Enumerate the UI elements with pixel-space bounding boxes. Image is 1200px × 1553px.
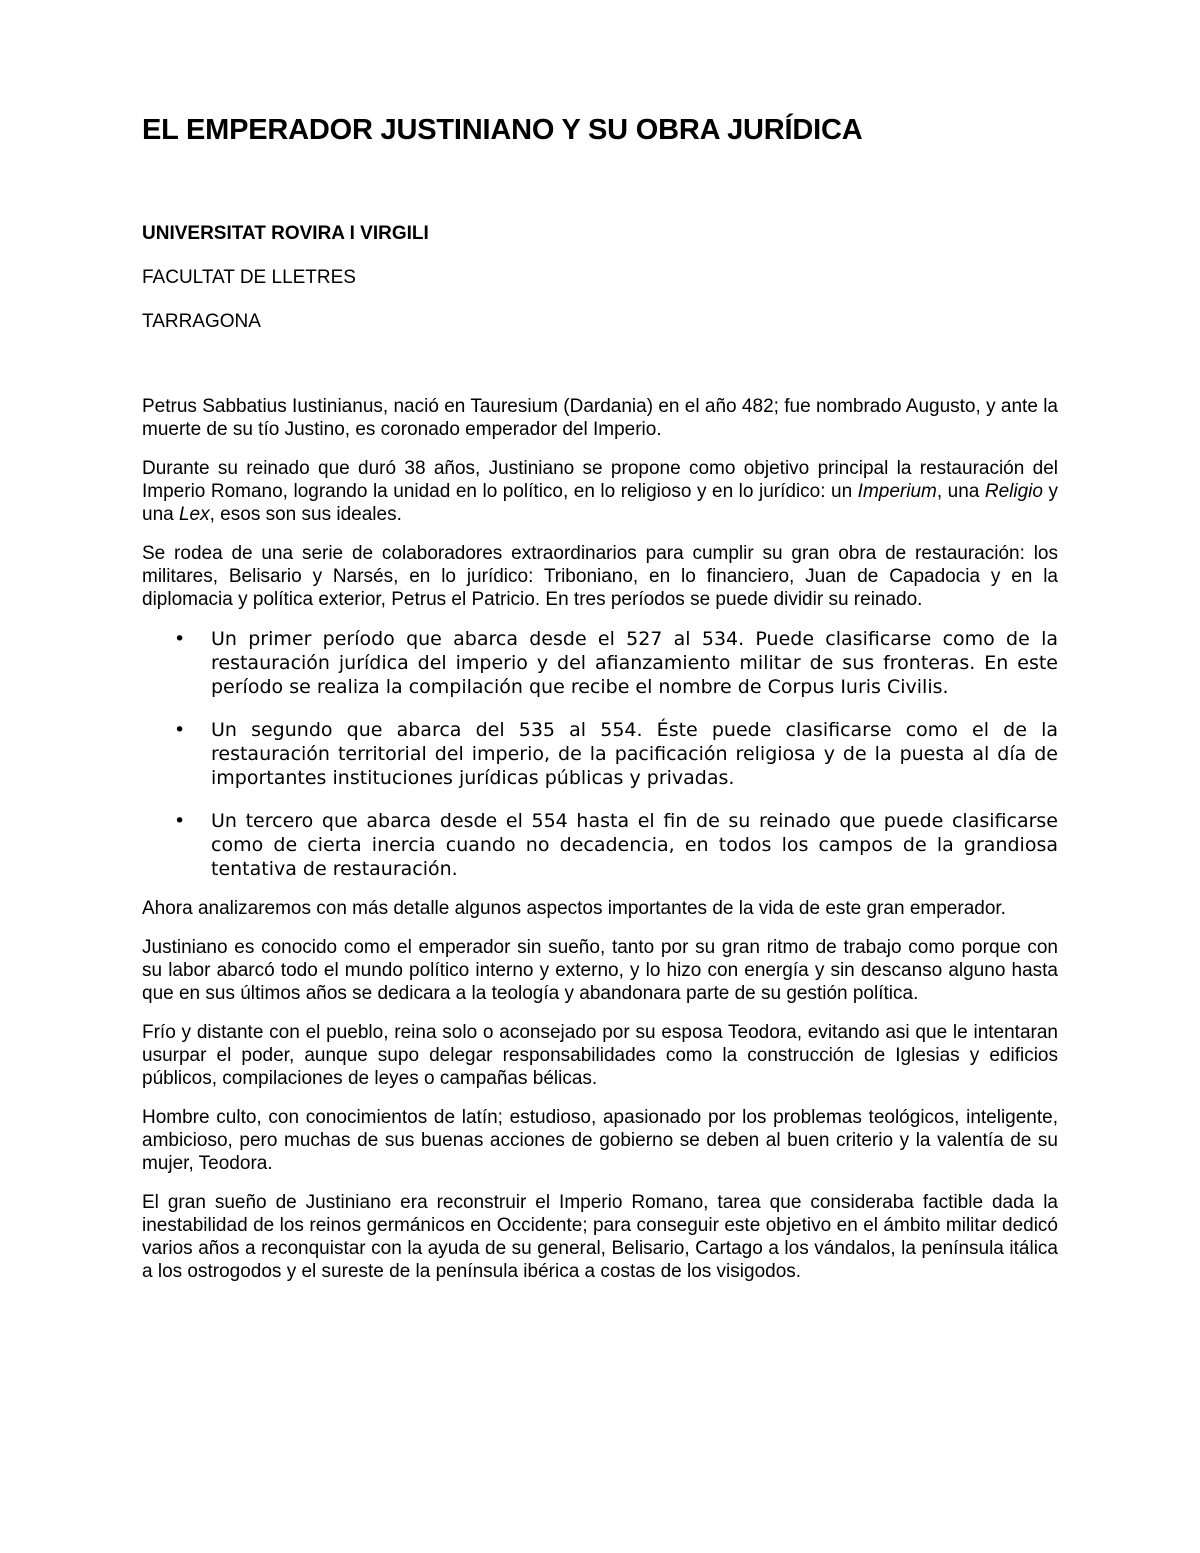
bullet-icon: •: [174, 719, 186, 741]
term-religio: Religio: [984, 481, 1043, 502]
paragraph-distant: Frío y distante con el pueblo, reina solo o aconsejado por su esposa Teodora, evitando asi que le intentaran usurpar el poder, aunque supo delegar responsabilidades como la construcción de Iglesias y edificios públicos, compilaciones de leyes o campañas bélicas.: [142, 1022, 1058, 1089]
institution-header: [142, 222, 1058, 334]
bullet-icon: •: [174, 628, 186, 650]
list-item: [142, 718, 1058, 790]
list-item: [142, 809, 1058, 881]
period-text: Un segundo que abarca del 535 al 554. Éste puede clasificarse como el de la restauración territorial del imperio, de la pacificación religiosa y de la puesta al día de importantes instituciones jurídicas públicas y privadas.: [211, 719, 1058, 789]
paragraph-reign: [142, 457, 1058, 526]
list-item: [142, 627, 1058, 699]
document-body: [142, 395, 1058, 1283]
periods-list: [142, 627, 1058, 881]
paragraph-cultured: Hombre culto, con conocimientos de latín; estudioso, apasionado por los problemas teológicos, inteligente, ambicioso, pero muchas de sus buenas acciones de gobierno se deben al buen criterio y la valentía de su mujer, Teodora.: [142, 1107, 1058, 1174]
paragraph-analysis: Ahora analizaremos con más detalle algunos aspectos importantes de la vida de este gran emperador.: [142, 898, 1006, 919]
paragraph-dream: El gran sueño de Justiniano era reconstruir el Imperio Romano, tarea que consideraba factible dada la inestabilidad de los reinos germánicos en Occidente; para conseguir este objetivo en el ámbito militar dedicó varios años a reconquistar con la ayuda de su general, Belisario, Cartago a los vándalos, la península itálica a los ostrogodos y el sureste de la península ibérica a costas de los visigodos.: [142, 1192, 1058, 1282]
paragraph-reign-text-1: Durante su reinado que duró 38 años, Justiniano se propone como objetivo principal la restauración del Imperio Romano, logrando la unidad en lo político, en lo religioso y en lo jurídico: un: [142, 458, 1058, 502]
paragraph-reign-text-3: y una: [142, 481, 1058, 525]
document-content: [142, 110, 1058, 1299]
period-text: Un primer período que abarca desde el 527 al 534. Puede clasificarse como de la restauración jurídica del imperio y del afianzamiento militar de sus fronteras. En este período se realiza la compilación que recibe el nombre de Corpus Iuris Civilis.: [211, 628, 1058, 698]
paragraph-birth: Petrus Sabbatius Iustinianus, nació en Tauresium (Dardania) en el año 482; fue nombrado Augusto, y ante la muerte de su tío Justino, es coronado emperador del Imperio.: [142, 396, 1058, 440]
university-name: UNIVERSITAT ROVIRA I VIRGILI: [142, 223, 429, 244]
period-text: Un tercero que abarca desde el 554 hasta el fin de su reinado que puede clasificarse como de cierta inercia cuando no decadencia, en todos los campos de la grandiosa tentativa de restauración.: [211, 810, 1058, 880]
document-title: EL EMPERADOR JUSTINIANO Y SU OBRA JURÍDICA: [142, 114, 863, 146]
faculty-name: FACULTAT DE LLETRES: [142, 267, 356, 288]
paragraph-sleepless: Justiniano es conocido como el emperador sin sueño, tanto por su gran ritmo de trabajo como porque con su labor abarcó todo el mundo político interno y externo, y lo hizo con energía y sin descanso alguno hasta que en sus últimos años se dedicara a la teología y abandonara parte de su gestión política.: [142, 937, 1058, 1004]
term-imperium: Imperium: [857, 481, 937, 502]
paragraph-reign-text-2: , una: [936, 481, 985, 502]
bullet-icon: •: [174, 810, 186, 832]
city-name: TARRAGONA: [142, 311, 261, 332]
paragraph-collaborators: Se rodea de una serie de colaboradores extraordinarios para cumplir su gran obra de restauración: los militares, Belisario y Narsés, en lo jurídico: Triboniano, en lo financiero, Juan de Capadocia y en la diplomacia y política exterior, Petrus el Patricio. En tres períodos se puede dividir su reinado.: [142, 543, 1058, 610]
paragraph-reign-text-4: , esos son sus ideales.: [209, 504, 402, 525]
term-lex: Lex: [178, 504, 210, 525]
